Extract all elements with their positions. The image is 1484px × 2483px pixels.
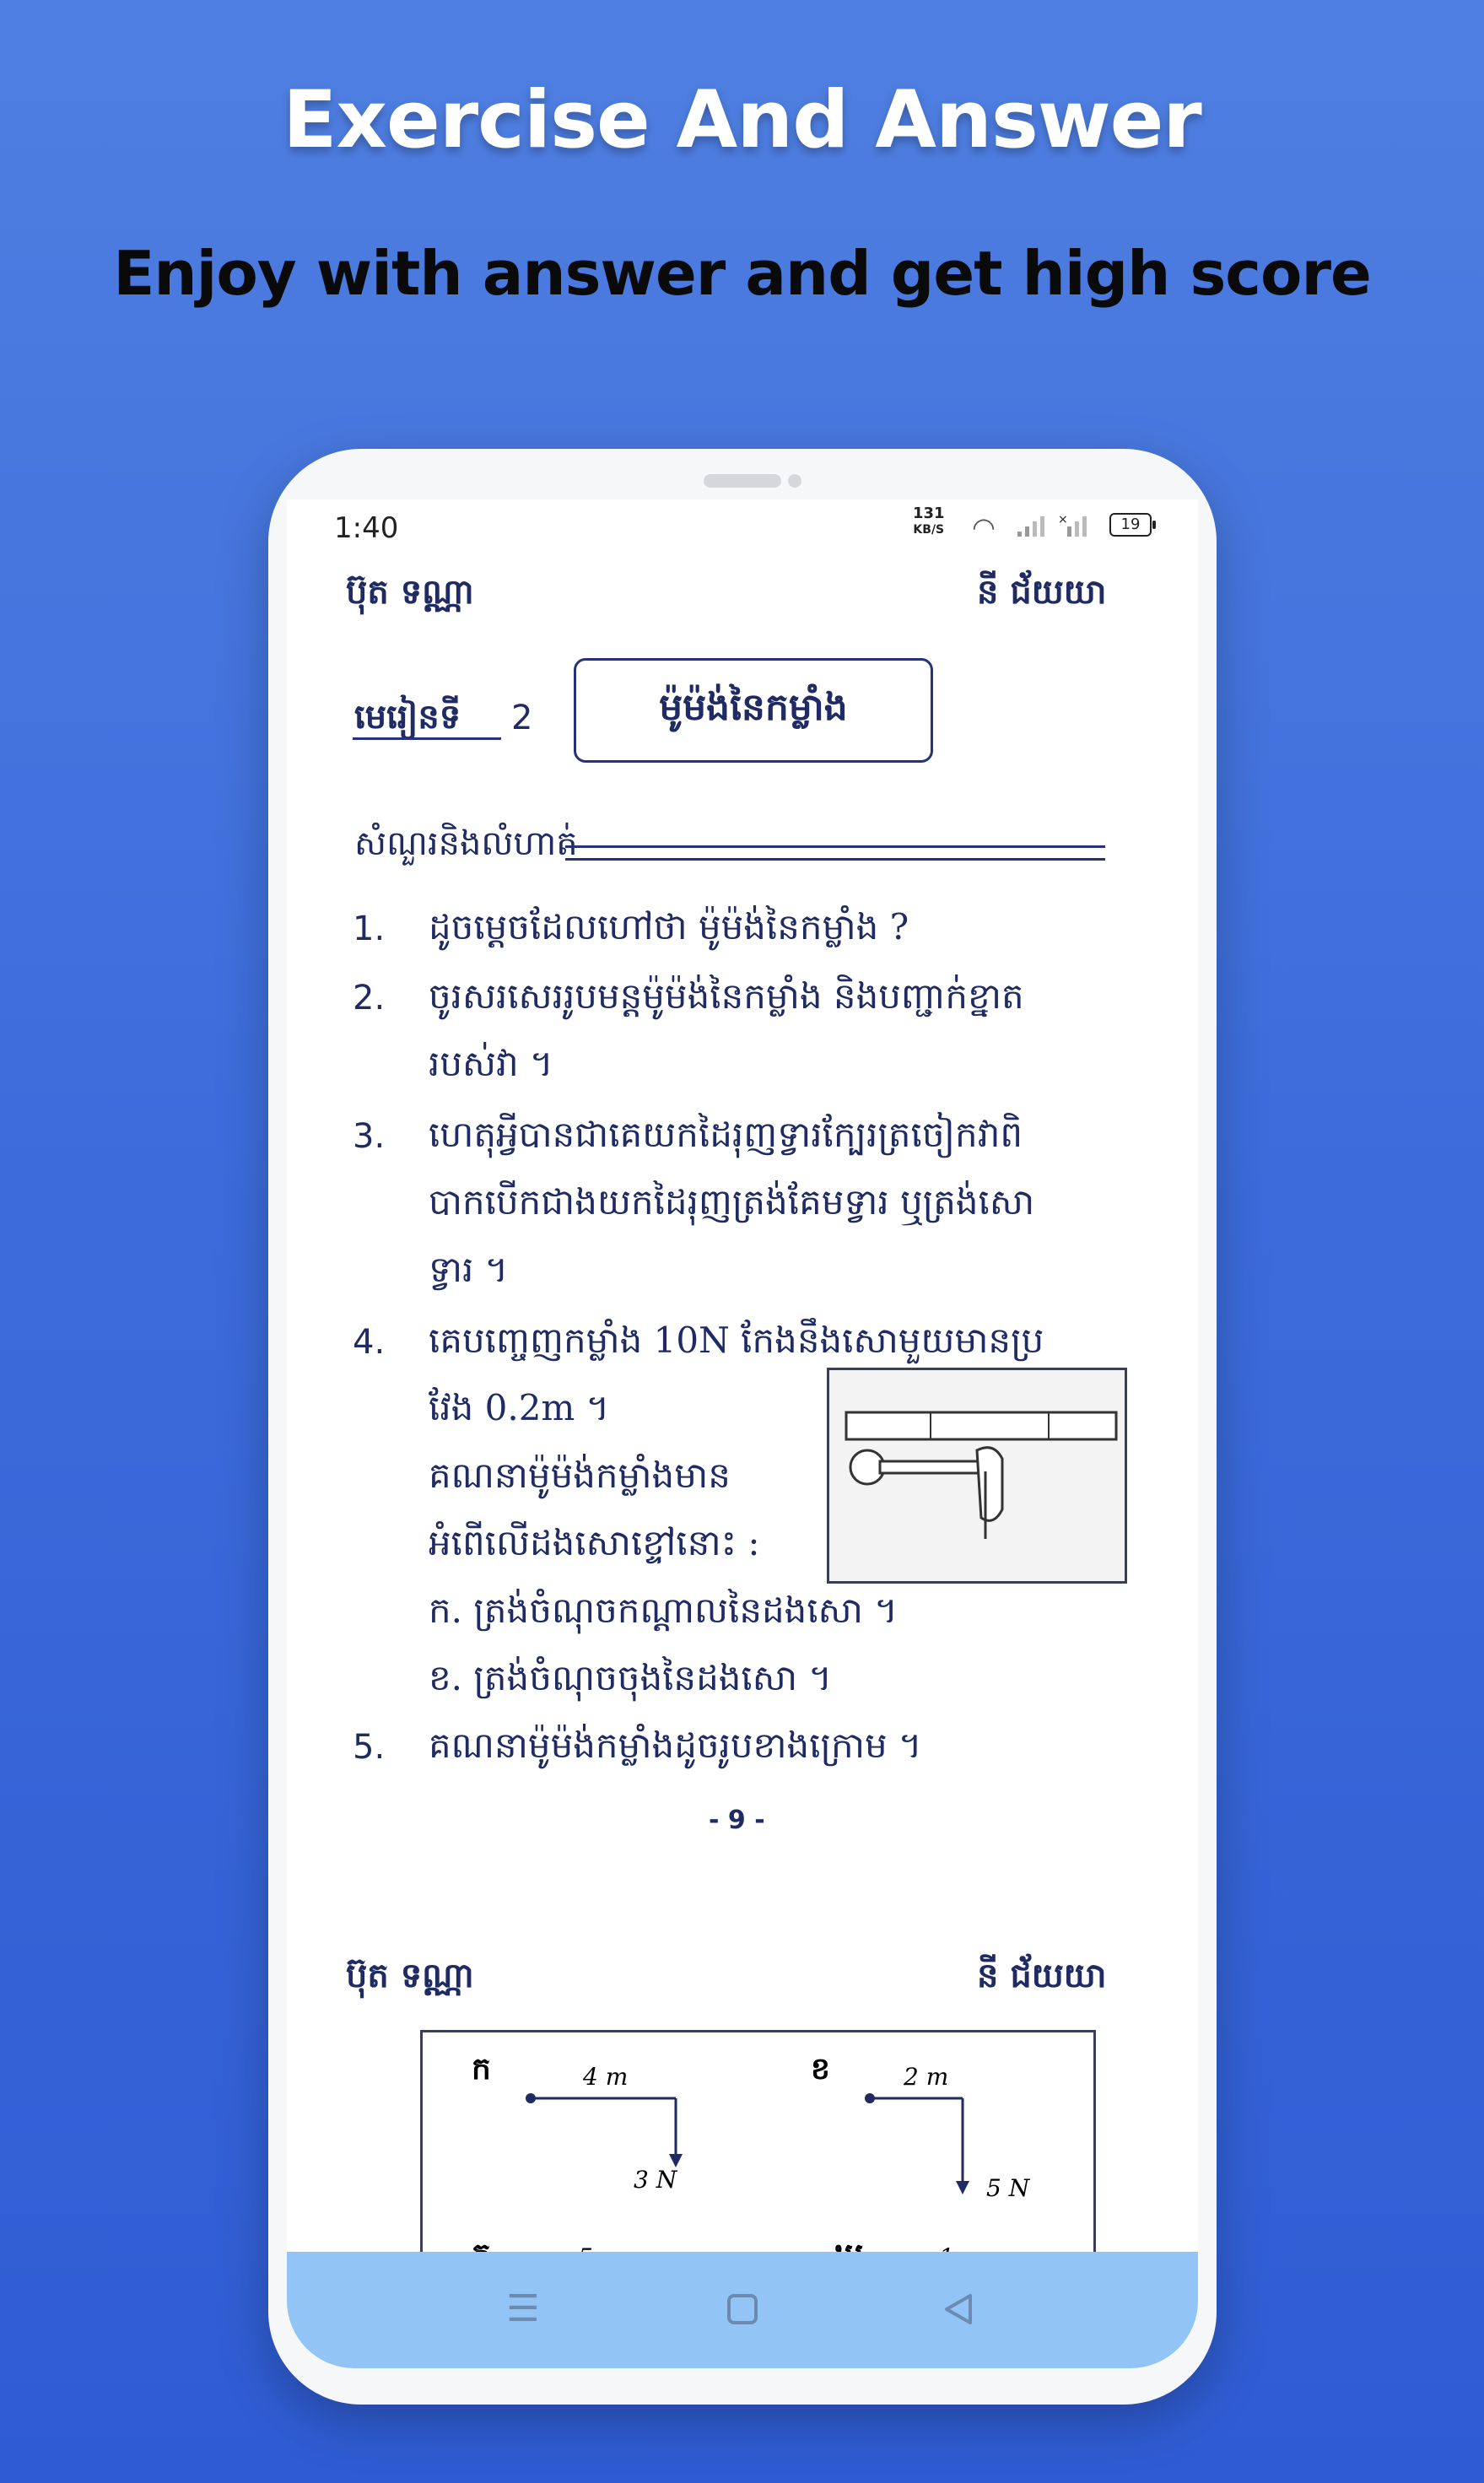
signal-icon bbox=[1014, 513, 1048, 538]
diagram-distance-a: 4 m bbox=[583, 2063, 629, 2091]
network-speed-unit: KB/S bbox=[913, 523, 945, 537]
network-speed-value: 131 bbox=[913, 505, 945, 522]
question-2-line-2: របស់វា ។ bbox=[429, 1043, 553, 1084]
diagram-label-a: ក bbox=[472, 2051, 491, 2086]
question-4-line-3: គណនាម៉ូម៉ង់កម្លាំងមាន bbox=[429, 1455, 731, 1496]
wifi-icon: ◠ bbox=[972, 511, 996, 543]
question-1-line-1: ដូចម្តេចដែលហៅថា ម៉ូម៉ង់នៃកម្លាំង ? bbox=[429, 906, 909, 947]
page2-author-left: ប៊ុត ទណ្ណា bbox=[346, 1956, 474, 1995]
question-4-line-6: ខ. ត្រង់ចំណុចចុងនៃដងសោ ។ bbox=[429, 1657, 833, 1698]
force-diagram bbox=[420, 2030, 1096, 2288]
question-4-number: 4. bbox=[353, 1323, 386, 1362]
back-icon[interactable] bbox=[933, 2284, 984, 2335]
status-time: 1:40 bbox=[334, 511, 399, 545]
force-diagram-drawing bbox=[423, 2032, 1093, 2286]
promo-subline: Enjoy with answer and get high score bbox=[113, 238, 1371, 309]
question-1-number: 1. bbox=[353, 910, 386, 948]
diagram-force-a: 3 N bbox=[634, 2166, 677, 2194]
status-bar bbox=[287, 499, 1198, 553]
navigation-bar bbox=[287, 2252, 1198, 2368]
wrench-illustration bbox=[829, 1370, 1125, 1581]
page-number: - 9 - bbox=[709, 1806, 765, 1835]
network-speed bbox=[913, 506, 945, 537]
document-page[interactable] bbox=[287, 553, 1198, 2241]
section-label: សំណួរនិងលំហាត់ bbox=[354, 824, 578, 863]
page2-author-right: នី ជ័យយា bbox=[977, 1956, 1107, 1995]
question-3-line-2: បាកបើកជាងយកដៃរុញត្រង់គែមទ្វារ ឬត្រង់សោ bbox=[429, 1181, 1035, 1223]
question-4-line-2: វែង 0.2m ។ bbox=[429, 1387, 610, 1428]
battery-icon: 19 bbox=[1109, 513, 1152, 537]
question-4-line-1: គេបញ្ចេញកម្លាំង 10N កែងនឹងសោមួយមានប្រ bbox=[429, 1320, 1044, 1361]
diagram-force-b: 5 N bbox=[986, 2174, 1030, 2202]
diagram-label-b: ខ bbox=[811, 2051, 830, 2086]
promo-headline: Exercise And Answer bbox=[283, 74, 1201, 166]
question-3-line-3: ទ្វារ ។ bbox=[429, 1249, 509, 1290]
wrench-figure bbox=[827, 1368, 1127, 1584]
question-4-line-5: ក. ត្រង់ចំណុចកណ្តាលនៃដងសោ ។ bbox=[429, 1590, 898, 1631]
svg-text:×: × bbox=[1058, 513, 1068, 526]
section-rule bbox=[565, 845, 1105, 861]
question-4-line-4: អំពើលើដងសោខ្ទៅនោះ : bbox=[429, 1522, 760, 1563]
question-5-number: 5. bbox=[353, 1728, 386, 1767]
lesson-number: 2 bbox=[511, 699, 533, 737]
lesson-title-banner bbox=[574, 658, 933, 763]
page1-author-right: នី ជ័យយា bbox=[977, 572, 1107, 612]
signal-no-sim-icon bbox=[1056, 513, 1090, 538]
home-icon[interactable] bbox=[717, 2284, 768, 2335]
lesson-title: ម៉ូម៉ង់នៃកម្លាំង bbox=[659, 686, 848, 729]
phone-frame bbox=[268, 449, 1217, 2405]
lesson-underline bbox=[353, 737, 501, 740]
phone-screen bbox=[287, 499, 1198, 2368]
question-3-line-1: ហេតុអ្វីបានជាគេយកដៃរុញទ្វារក្បែរត្រចៀកវាពិ bbox=[429, 1114, 1023, 1155]
menu-icon[interactable]: ☰ bbox=[506, 2287, 540, 2330]
speaker-notch bbox=[704, 474, 781, 488]
front-camera bbox=[788, 474, 801, 488]
question-5-line-1: គណនាម៉ូម៉ង់កម្លាំងដូចរូបខាងក្រោម ។ bbox=[429, 1725, 922, 1766]
diagram-distance-b: 2 m bbox=[904, 2063, 949, 2091]
question-2-number: 2. bbox=[353, 979, 386, 1017]
question-2-line-1: ចូរសរសេររូបមន្តម៉ូម៉ង់នៃកម្លាំង និងបញ្ជាក់ខ្នាត bbox=[429, 975, 1024, 1017]
lesson-label: មេរៀនទី bbox=[354, 697, 461, 737]
question-3-number: 3. bbox=[353, 1117, 386, 1156]
page1-author-left: ប៊ុត ទណ្ណា bbox=[346, 572, 474, 612]
